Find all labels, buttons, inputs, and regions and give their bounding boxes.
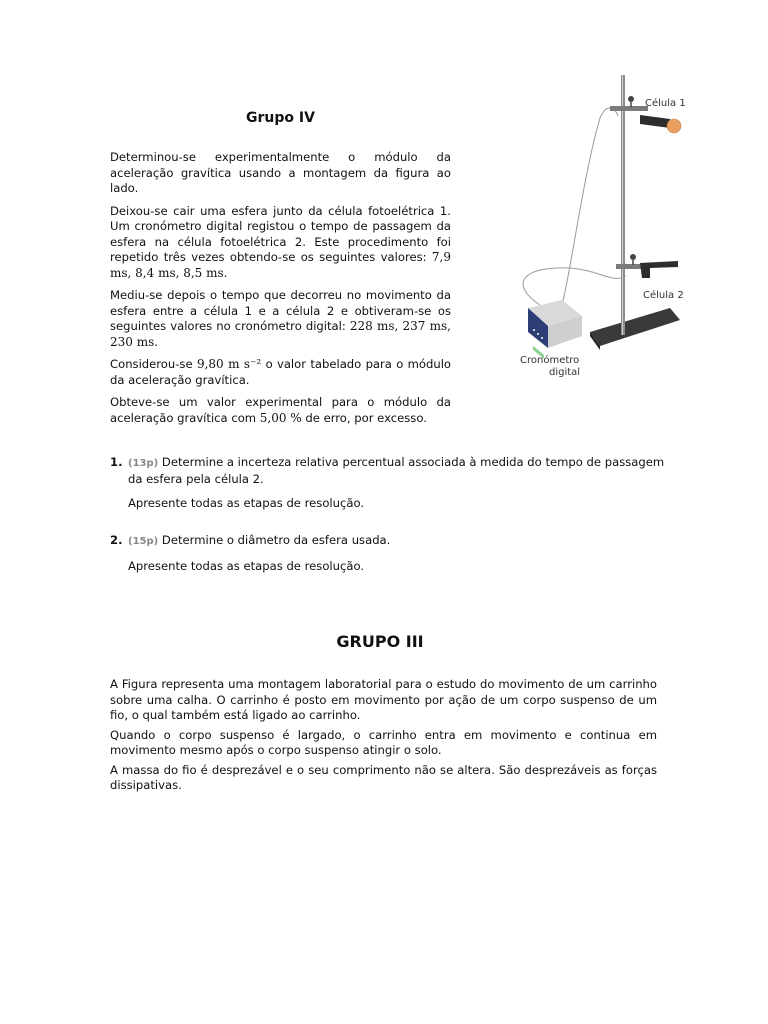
paragraph-2 <box>110 204 451 282</box>
timer-label-line1: Cronómetro <box>520 355 580 366</box>
paragraph-5 <box>110 395 451 426</box>
tabulated-g: 9,80 m s⁻² <box>196 357 262 371</box>
question-points: (13p) <box>128 458 159 469</box>
paragraph-3: A massa do fio é desprezável e o seu comprimento não se altera. São desprezáveis as forças dissipativas. <box>110 762 657 792</box>
question-text: Determine a incerteza relativa percentual associada à medida do tempo de passagem da esfera pela célula 2. <box>128 455 665 486</box>
free-fall-apparatus-illustration <box>500 70 700 390</box>
paragraph-5-pre: Obteve-se um valor experimental para o módulo da aceleração gravítica com <box>110 395 451 425</box>
question-instruction: Apresente todas as etapas de resolução. <box>128 496 365 510</box>
percent-error: 5,00 % <box>259 410 302 425</box>
question-number: 1. <box>110 455 123 469</box>
paragraph-1: A Figura representa uma montagem laboratorial para o estudo do movimento de um carrinho sobre uma calha. O carrinho é posto em movimento por ação de um corpo suspenso de um fio, o qual também está ligado ao carrinho. <box>110 677 657 722</box>
grupo-iv-intro <box>110 150 451 433</box>
question-instruction: Apresente todas as etapas de resolução. <box>128 558 365 573</box>
section-title-grupo-iii: GRUPO III <box>336 632 424 651</box>
cell-2-label: Célula 2 <box>643 290 684 301</box>
paragraph-2-text: Deixou-se cair uma esfera junto da célula fotoelétrica 1. Um cronómetro digital registou o tempo de passagem da esfera na célula fotoelétrica 2. Este procedimento foi repetido três vezes obtendo-se os seguintes valores: <box>110 203 451 264</box>
paragraph-4 <box>110 357 451 388</box>
question-2 <box>110 533 670 574</box>
paragraph-3 <box>110 288 451 350</box>
timer-label-line2: digital <box>549 367 581 378</box>
paragraph-5-post: de erro, por excesso. <box>305 410 427 425</box>
section-title-grupo-iv: Grupo IV <box>246 110 315 126</box>
paragraph-4-pre: Considerou-se <box>110 357 193 371</box>
paragraph-1: Determinou-se experimentalmente o módulo da aceleração gravítica usando a montagem da figura ao lado. <box>110 150 451 195</box>
question-text: Determine o diâmetro da esfera usada. <box>161 533 391 547</box>
apparatus-figure <box>500 70 700 390</box>
question-points: (15p) <box>128 536 159 547</box>
question-1 <box>110 455 670 512</box>
cell-1-label: Célula 1 <box>645 98 686 109</box>
grupo-iii-text <box>110 677 657 798</box>
fall-times: 228 ms, 237 ms, 230 ms. <box>110 319 451 349</box>
paragraph-3-text: Mediu-se depois o tempo que decorreu no movimento da esfera entre a célula 1 e a célula 2 e obtiveram-se os seguintes valores no cronómetro digital: <box>110 288 451 333</box>
passage-times: 7,9 ms, 8,4 ms, 8,5 ms. <box>110 250 451 280</box>
question-number: 2. <box>110 533 123 547</box>
paragraph-4-post: o valor tabelado para o módulo da aceleração gravítica. <box>110 357 452 387</box>
paragraph-2: Quando o corpo suspenso é largado, o carrinho entra em movimento e continua em movimento mesmo após o corpo suspenso atingir o solo. <box>110 727 657 757</box>
